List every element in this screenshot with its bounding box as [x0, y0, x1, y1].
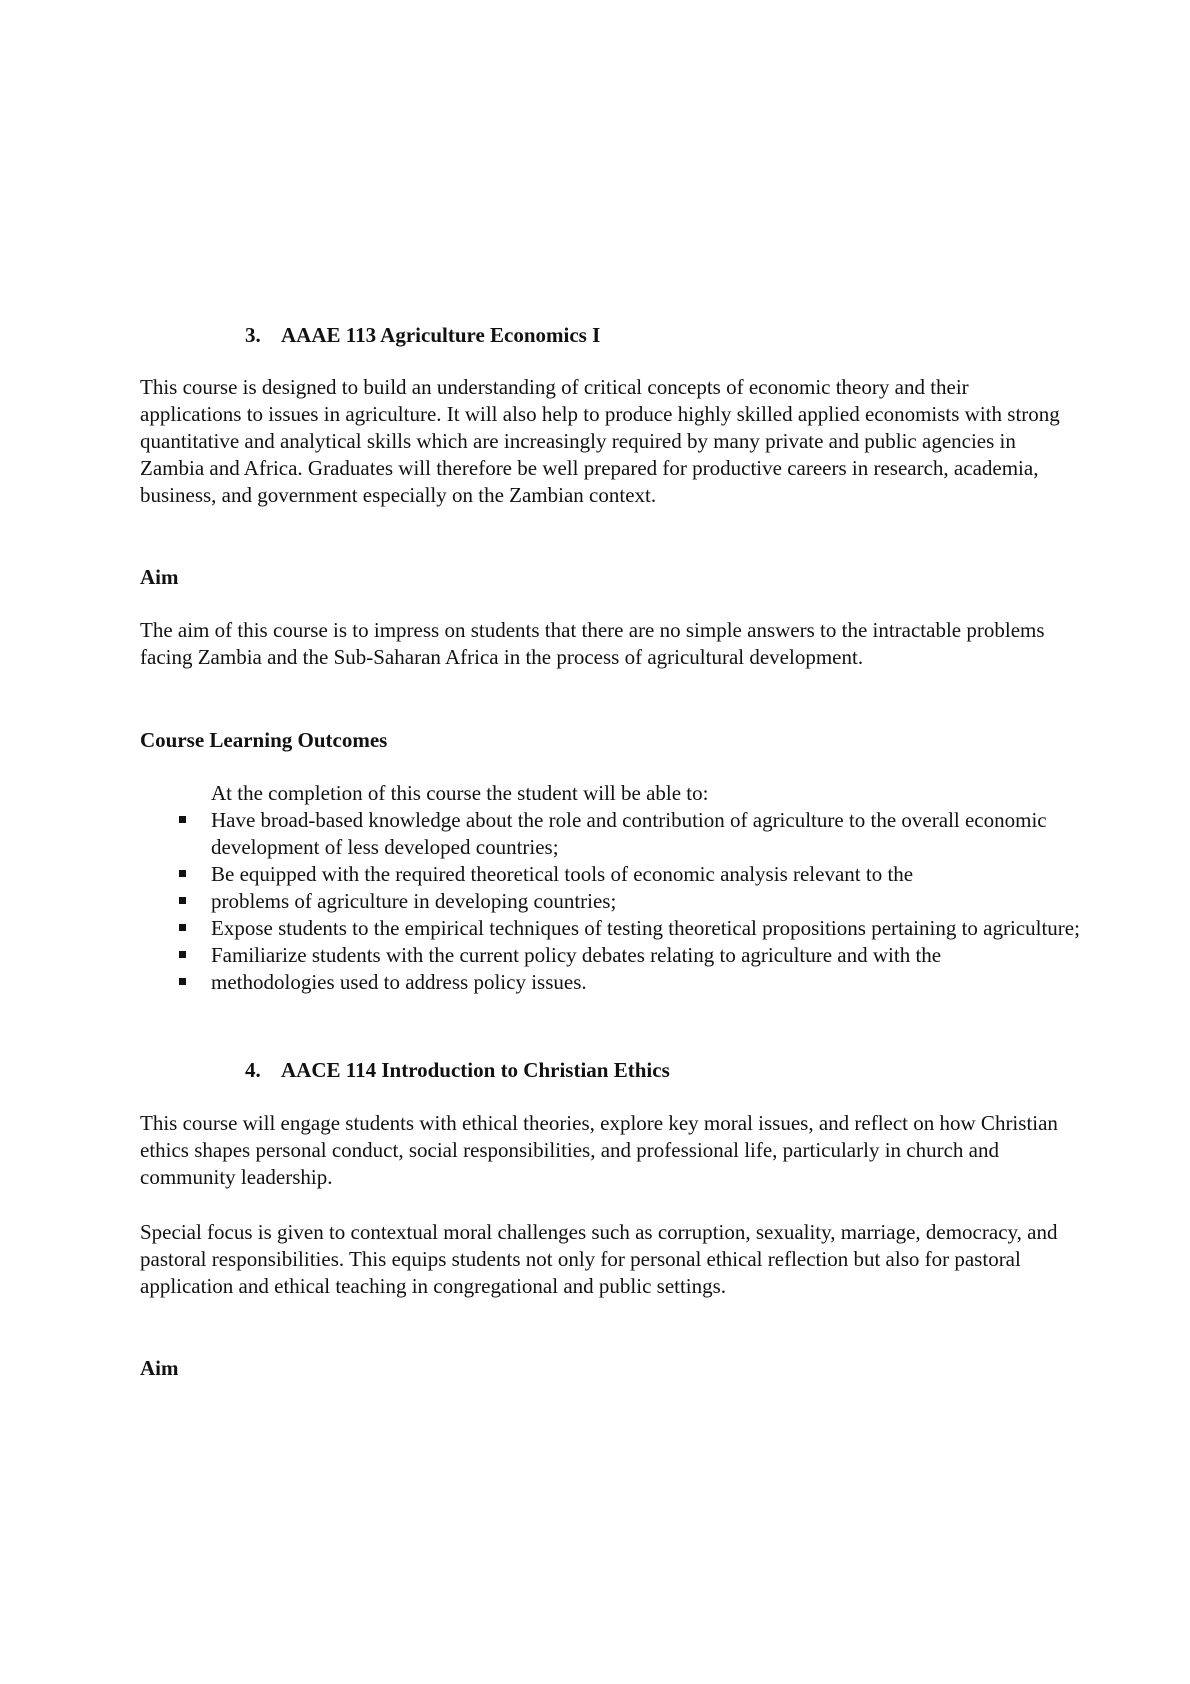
list-item-text: Have broad-based knowledge about the role and contribution of agriculture to the overall economic development of less developed countries; [211, 808, 1047, 859]
list-item-text: Be equipped with the required theoretical tools of economic analysis relevant to the [211, 862, 914, 886]
square-bullet-icon [179, 897, 186, 904]
list-item-text: Familiarize students with the current policy debates relating to agriculture and with the [211, 943, 942, 967]
outcomes-list [140, 807, 1080, 996]
aim-heading-block [140, 564, 1060, 591]
list-item-text: methodologies used to address policy issues. [211, 970, 587, 994]
aim-heading: Aim [140, 565, 179, 589]
description-paragraph: This course is designed to build an understanding of critical concepts of economic theory and their applications to issues in agriculture. It will also help to produce highly skilled applied economists with strong quantitative and analytical skills which are increasingly required by many private and public agencies in Zambia and Africa. Graduates will therefore be well prepared for productive careers in research, academia, business, and government especially on the Zambian context. [140, 375, 1060, 507]
list-item [140, 942, 1080, 969]
description-paragraph: Special focus is given to contextual moral challenges such as corruption, sexuality, marriage, democracy, and pastoral responsibilities. This equips students not only for personal ethical reflection but also for pastoral application and ethical teaching in congregational and public settings. [140, 1220, 1058, 1298]
section-heading-aace-114 [245, 1057, 670, 1084]
description-paragraph: This course will engage students with ethical theories, explore key moral issues, and reflect on how Christian ethics shapes personal conduct, social responsibilities, and professional life, particularly in church and community leadership. [140, 1111, 1058, 1189]
list-item [140, 807, 1080, 861]
outcomes-intro: At the completion of this course the student will be able to: [211, 781, 709, 805]
aim-paragraph: The aim of this course is to impress on students that there are no simple answers to the intractable problems facing Zambia and the Sub-Saharan Africa in the process of agricultural development. [140, 618, 1045, 669]
section-number: 4. [245, 1058, 261, 1082]
outcomes-heading: Course Learning Outcomes [140, 728, 388, 752]
aim-heading: Aim [140, 1356, 179, 1380]
list-item-text: problems of agriculture in developing countries; [211, 889, 617, 913]
square-bullet-icon [179, 978, 186, 985]
list-item-text: Expose students to the empirical techniques of testing theoretical propositions pertaining to agriculture; [211, 916, 1080, 940]
aim-heading-block [140, 1355, 1060, 1382]
square-bullet-icon [179, 816, 186, 823]
section-description [140, 1110, 1060, 1191]
section-description-2 [140, 1219, 1060, 1300]
list-item [140, 861, 1080, 888]
list-item [140, 915, 1080, 942]
square-bullet-icon [179, 924, 186, 931]
section-title: AACE 114 Introduction to Christian Ethics [281, 1058, 670, 1082]
section-number: 3. [245, 323, 261, 347]
list-item [140, 969, 1080, 996]
list-item [140, 888, 1080, 915]
section-description [140, 374, 1060, 509]
aim-text-block [140, 617, 1060, 671]
square-bullet-icon [179, 870, 186, 877]
outcomes-heading-block [140, 727, 1060, 754]
section-title: AAAE 113 Agriculture Economics I [281, 323, 601, 347]
section-heading-aaae-113 [245, 322, 600, 349]
square-bullet-icon [179, 951, 186, 958]
